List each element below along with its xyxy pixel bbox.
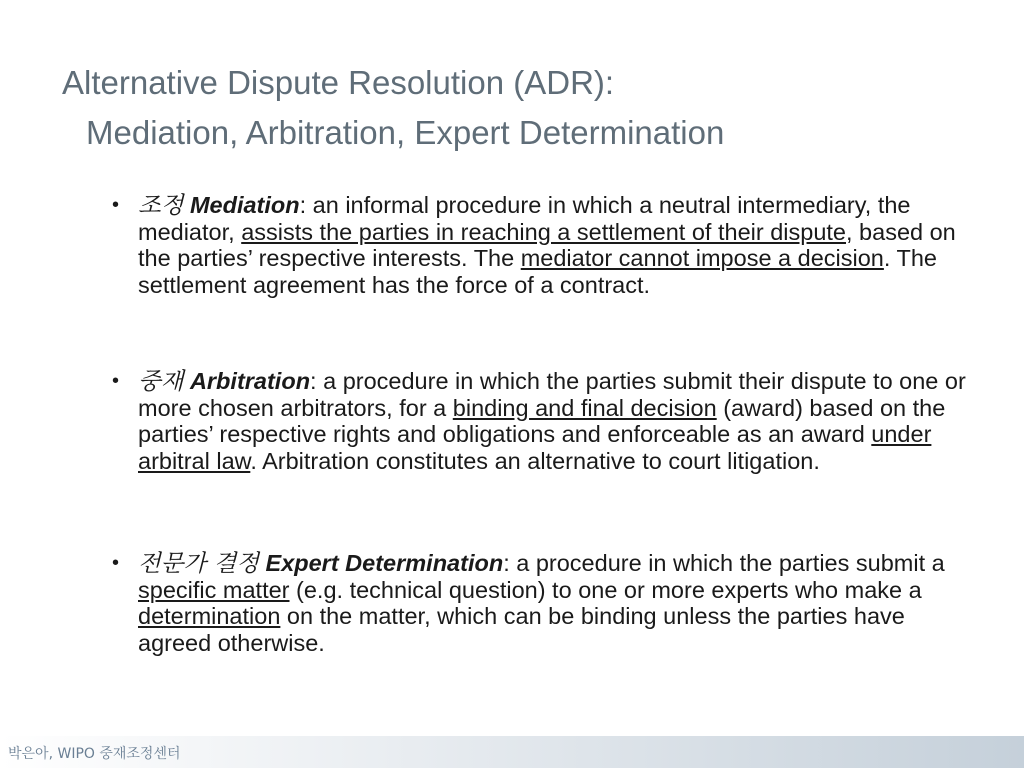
- korean-term: 중재: [138, 367, 184, 395]
- bullet-text: on the matter, which can be binding unless the parties have agreed otherwise.: [138, 603, 905, 656]
- bullet-text: (e.g. technical question) to one or more experts who make a: [289, 576, 922, 603]
- underlined-phrase: determination: [138, 603, 281, 629]
- korean-term: 전문가 결정: [138, 549, 259, 577]
- korean-term: 조정: [138, 191, 184, 219]
- title-line-2: Mediation, Arbitration, Expert Determination: [86, 114, 725, 151]
- bullet-marker: •: [112, 370, 120, 392]
- underlined-phrase: binding and final decision: [452, 394, 717, 421]
- bullet-marker: •: [112, 194, 120, 216]
- underlined-phrase: under arbitral law: [138, 421, 932, 474]
- bullet-text: : a procedure in which the parties submit a: [503, 550, 945, 576]
- underlined-phrase: assists the parties in reaching a settlement of their dispute: [241, 218, 846, 245]
- bullet-text: (award) based on the parties’ respective rights and obligations and enforceable as an award: [138, 394, 946, 447]
- footer-author: 박은아, WIPO 중재조정센터: [8, 746, 181, 762]
- bullet-marker: •: [112, 552, 120, 574]
- bullet-expert-determination: [112, 549, 978, 656]
- term-mediation: Mediation: [189, 192, 300, 218]
- bullet-arbitration: [112, 367, 978, 474]
- bullet-text: . Arbitration constitutes an alternative to court litigation.: [250, 447, 820, 474]
- underlined-phrase: mediator cannot impose a decision: [520, 245, 884, 271]
- slide-title: [62, 58, 724, 158]
- bullet-text: : a procedure in which the parties submit their dispute to one or more chosen arbitrators, for a: [138, 368, 966, 421]
- bullet-text: : an informal procedure in which a neutral intermediary, the mediator,: [138, 192, 911, 245]
- underlined-phrase: specific matter: [138, 576, 290, 603]
- bullet-mediation: [112, 191, 978, 298]
- bullet-text: , based on the parties’ respective interests. The: [138, 218, 956, 271]
- term-expert-determination: Expert Determination: [265, 550, 504, 576]
- term-arbitration: Arbitration: [189, 368, 311, 394]
- bullet-text: . The settlement agreement has the force of a contract.: [138, 245, 938, 298]
- title-line-1: Alternative Dispute Resolution (ADR):: [62, 64, 615, 101]
